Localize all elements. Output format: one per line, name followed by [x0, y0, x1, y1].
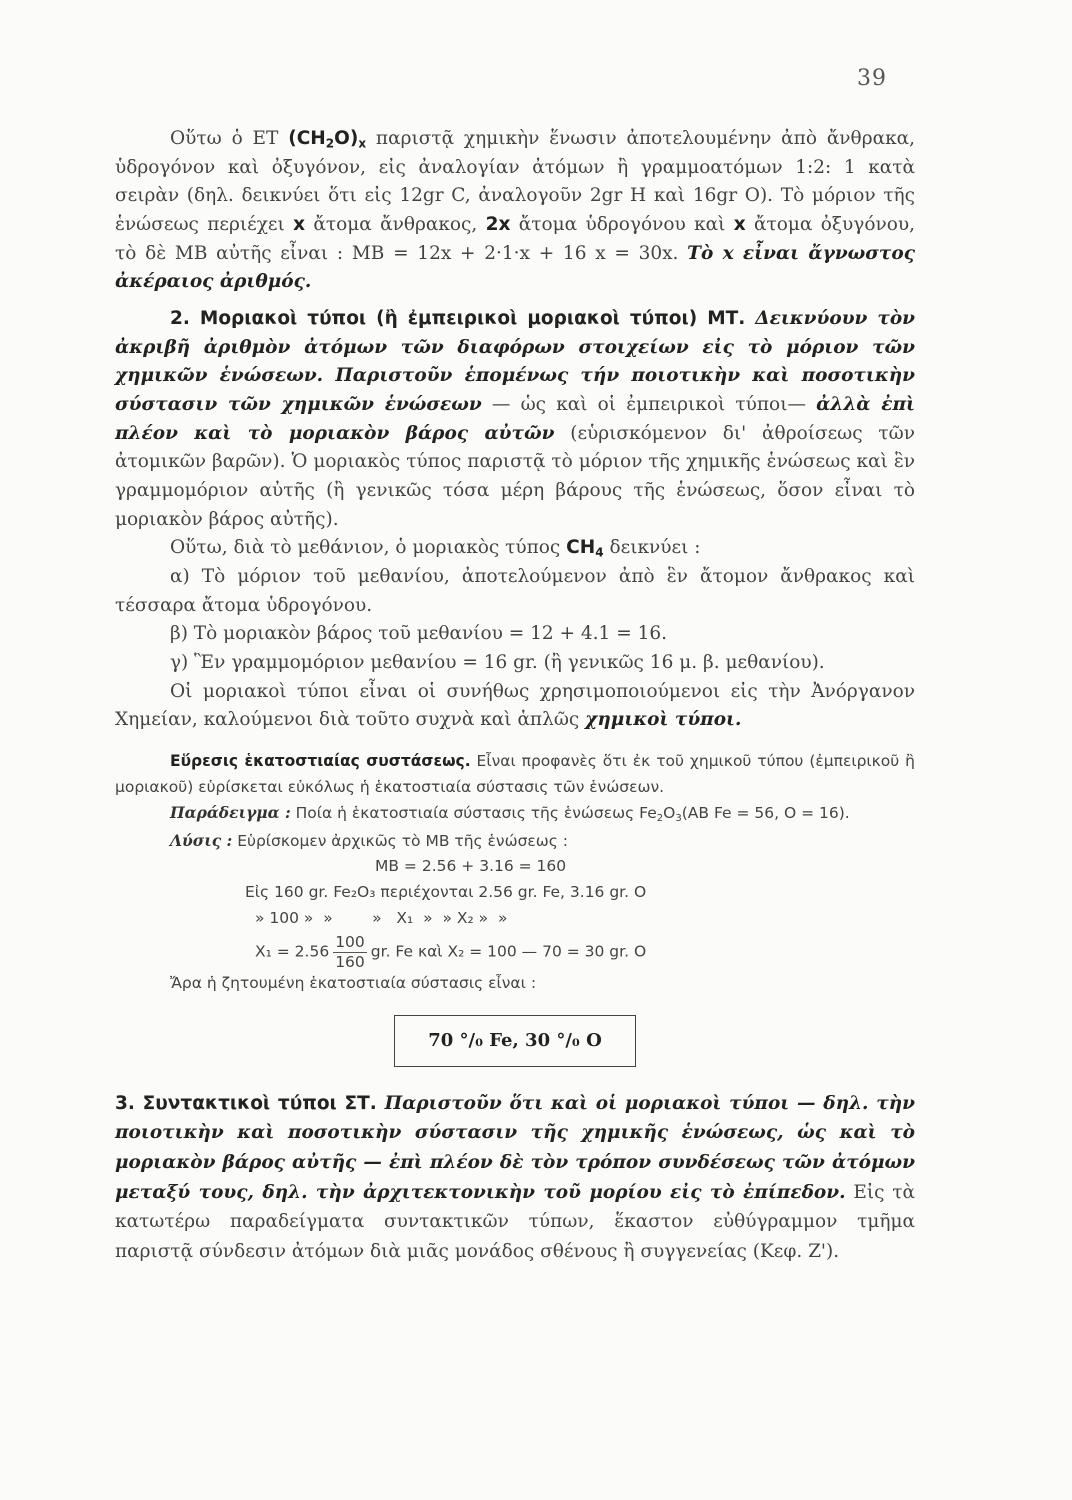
text: Οὕτω, διὰ τὸ μεθάνιον, ὁ μοριακὸς τύπος: [170, 537, 567, 559]
example-label: Παράδειγμα :: [170, 803, 291, 823]
fraction: [333, 933, 367, 971]
section-heading: 3. Συντακτικοὶ τύποι ΣΤ.: [115, 1092, 377, 1114]
fraction-denominator: 160: [335, 952, 365, 971]
emphasis-text: Τὸ x εἶναι ἄγνωστος ἀκέραιος ἀριθμός.: [115, 242, 915, 293]
formula-ch4: $CH_4$: [566, 537, 604, 560]
calc-line-mb: ΜΒ = 2.56 + 3.16 = 160: [375, 857, 567, 876]
text: Εἰς τὰ κατωτέρω παραδείγματα συντακτικῶν τύπων, ἕκαστον εὐθύγραμμον τμῆμα παριστᾷ σύνδεσιν ἀτόμων διὰ μιᾶς μονάδος σθένους ἢ συγγενείας (Κεφ. Ζ').: [115, 1181, 916, 1262]
solution-label: Λύσις :: [170, 830, 233, 850]
text: Οὕτω ὁ ΕΤ: [170, 128, 289, 149]
formula-ch2o: $(CH_2O)_x$: [288, 128, 367, 151]
list-item: α) Τὸ μόριον τοῦ μεθανίου, ἀποτελούμενον ἀπὸ ἓν ἄτομον ἄνθρακος καὶ τέσσαρα ἄτομα ὑδρογόνου.: [115, 566, 915, 616]
solution: [115, 828, 915, 855]
emphasis-text: Δεικνύουν τὸν ἀκριβῆ ἀριθμὸν ἀτόμων τῶν διαφόρων στοιχείων εἰς τὸ μόριον τῶν χημικῶν ἑνώσεων. Παριστοῦν ἑπομένως τήν ποιοτικὴν καὶ ποσοτικὴν σύστασιν τῶν χημικῶν ἑνώσεων: [115, 308, 915, 416]
variable-x: x: [293, 214, 306, 236]
emphasis-text: Παριστοῦν ὅτι καὶ οἱ μοριακοὶ τύποι — δηλ. τὴν ποιοτικὴν καὶ ποσοτικὴν σύστασιν τῆς χημικῆς ἑνώσεως, ὡς καὶ τὸ μοριακὸν βάρος αὐτῆς — ἐπὶ πλέον δὲ τὸν τρόπον συνδέσεως τῶν ἀτόμων μεταξύ τους, δηλ. τὴν ἀρχιτεκτονικὴν τοῦ μορίου εἰς τὸ ἐπίπεδον.: [115, 1092, 916, 1203]
text: δεικνύει :: [603, 537, 701, 559]
text: gr. Fe καὶ X₂ = 100 — 70 = 30 gr. O: [370, 942, 647, 961]
result-box: 70 °/₀ Fe, 30 °/₀ O: [394, 1015, 636, 1067]
section-heading: 2. Μοριακοὶ τύποι (ἢ ἐμπειρικοὶ μοριακοὶ τύποι) ΜΤ.: [170, 308, 746, 330]
text: X₁ = 2.56: [255, 942, 330, 961]
text: ἄτομα ὀξυγόνου, τὸ δὲ ΜΒ αὐτῆς εἶναι : ΜΒ = 12x + 2·1·x + 16 x = 30x.: [115, 214, 916, 264]
text: ἄτομα ἄνθρακος,: [305, 214, 486, 236]
text: Εἶναι προφανὲς ὅτι ἐκ τοῦ χημικοῦ τύπου (ἐμπειρικοῦ ἢ μοριακοῦ) εὑρίσκεται εὐκόλως ἡ ἑκατοστιαία σύστασις τῶν ἑνώσεων.: [115, 752, 915, 796]
text: — ὡς καὶ οἱ ἐμπειρικοὶ τύποι—: [481, 394, 817, 416]
example: Παράδειγμα : Ποία ἡ ἑκατοστιαία σύστασις τῆς ἑνώσεως $Fe_2O_3(AB$ Fe = 56, O = 16).: [170, 803, 850, 825]
fraction-numerator: 100: [335, 933, 365, 952]
paragraph-chemical-formulas: [115, 678, 915, 735]
calc-line-result: [115, 933, 915, 971]
calc-line-ditto: » 100 » » » X₁ » » X₂ » »: [255, 908, 508, 927]
emphasis-text: ἀλλὰ ἐπὶ πλέον καὶ τὸ μοριακὸν βάρος αὐτῶν: [115, 394, 915, 444]
text: Ποία ἡ ἑκατοστιαία σύστασις τῆς ἑνώσεως Fe: [290, 804, 657, 823]
text: Οἱ μοριακοὶ τύποι εἶναι οἱ συνήθως χρησιμοποιούμενοι εἰς τὴν Ἀνόργανον Χημείαν, καλούμενοι διὰ τοῦτο συχνὰ καὶ ἁπλῶς: [115, 680, 915, 731]
section-molecular-formulas: [115, 305, 915, 534]
emphasis-text: χημικοὶ τύποι.: [585, 709, 742, 731]
text: (εὑρισκόμενον δι' ἀθροίσεως τῶν ἀτομικῶν βαρῶν). Ὁ μοριακὸς τύπος παριστᾷ τὸ μόριον τῆς χημικῆς ἑνώσεως καὶ ἓν γραμμομόριον αὐτῆς (ἢ γενικῶς τόσα μέρη βάρους τῆς ἑνώσεως, ὅσον εἶναι τὸ μοριακὸν βάρος αὐτῆς).: [115, 422, 915, 530]
section-structural-formulas: [115, 1089, 915, 1267]
text: παριστᾷ χημικὴν ἕνωσιν ἀποτελουμένην ἀπὸ ἄνθρακα, ὑδρογόνον καὶ ὀξυγόνον, εἰς ἀναλογίαν ἀτόμων ἢ γραμμοατόμων 1:2: 1 κατὰ σειρὰν (δηλ. δεικνύει ὅτι εἰς 12gr C, ἀναλογοῦν 2gr H καὶ 16gr O). Τὸ μόριον τῆς ἑνώσεως περιέχει: [115, 128, 915, 236]
percent-composition-intro: [115, 749, 915, 800]
text: Εὑρίσκομεν ἀρχικῶς τὸ ΜΒ τῆς ἑνώσεως :: [232, 831, 568, 850]
list-item: β) Τὸ μοριακὸν βάρος τοῦ μεθανίου = 12 + 4.1 = 16.: [170, 623, 667, 645]
calc-line-proportion: Εἰς 160 gr. Fe₂O₃ περιέχονται 2.56 gr. Fe, 3.16 gr. O: [245, 883, 647, 901]
page-number: 39: [857, 66, 887, 91]
variable-x: x: [733, 214, 746, 236]
subheading: Εὕρεσις ἑκατοστιαίας συστάσεως.: [170, 752, 471, 771]
variable-2x: 2x: [485, 214, 511, 236]
page-body: [115, 125, 915, 1266]
list-item: γ) Ἓν γραμμομόριον μεθανίου = 16 gr. (ἢ γενικῶς 16 μ. β. μεθανίου).: [170, 652, 825, 674]
paragraph-empirical-formula: [115, 125, 915, 297]
text: ἄτομα ὑδρογόνου καὶ: [510, 214, 734, 236]
paragraph-methane: [115, 534, 915, 563]
calc-conclusion: Ἄρα ἡ ζητουμένη ἑκατοστιαία σύστασις εἶναι :: [170, 974, 537, 993]
